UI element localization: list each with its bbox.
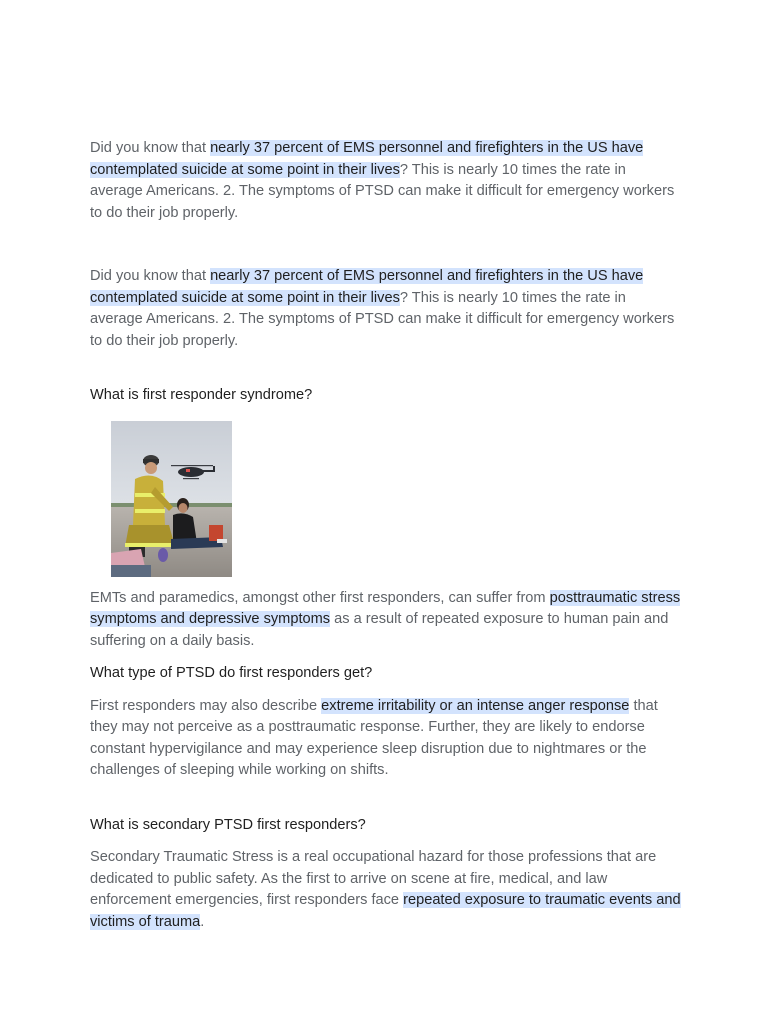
answer-2-text-after: that they may not perceive as a posttraumatic response. Further, they are likely to endorse constant hypervigilance and may experience sleep disruption due to nightmares or the challenges of sleeping while working on shifts. <box>90 697 658 778</box>
answer-paragraph-2 <box>90 696 682 782</box>
answer-3-highlight: repeated exposure to traumatic events and victims of trauma <box>90 892 681 930</box>
answer-1-highlight: posttraumatic stress symptoms and depressive symptoms <box>90 589 681 627</box>
answer-1-text-before: EMTs and paramedics, amongst other first responders, can suffer from <box>90 589 550 606</box>
answer-1-text-after: as a result of repeated exposure to human pain and suffering on a daily basis. <box>90 611 669 649</box>
intro-2-highlight: nearly 37 percent of EMS personnel and firefighters in the US have contemplated suicide at some point in their lives <box>90 268 644 306</box>
intro-paragraph-1 <box>90 138 682 224</box>
answer-3-text-after: . <box>200 913 205 930</box>
intro-1-text-before: Did you know that <box>90 140 211 156</box>
answer-2-highlight: extreme irritability or an intense anger response <box>321 697 630 714</box>
question-heading-1: What is first responder syndrome? <box>90 387 313 403</box>
answer-3-text-before: Secondary Traumatic Stress is a real occupational hazard for those professions that are dedicated to public safety. As the first to arrive on scene at fire, medical, and law enforcement emergencies, first responders face <box>90 849 657 908</box>
answer-paragraph-3 <box>90 847 682 933</box>
answer-paragraph-1 <box>90 588 682 653</box>
question-heading-2: What type of PTSD do first responders get? <box>90 665 373 681</box>
document-page <box>90 138 682 933</box>
intro-1-text-after: ? This is nearly 10 times the rate in average Americans. 2. The symptoms of PTSD can make it difficult for emergency workers to do their job properly. <box>90 161 675 221</box>
intro-1-highlight: nearly 37 percent of EMS personnel and firefighters in the US have contemplated suicide at some point in their lives <box>90 140 644 178</box>
intro-paragraph-2 <box>90 266 682 352</box>
first-responder-photo <box>111 421 232 577</box>
intro-2-text-before: Did you know that <box>90 268 211 284</box>
intro-2-text-after: ? This is nearly 10 times the rate in average Americans. 2. The symptoms of PTSD can make it difficult for emergency workers to do their job properly. <box>90 289 675 349</box>
question-heading-3: What is secondary PTSD first responders? <box>90 816 366 833</box>
answer-2-text-before: First responders may also describe <box>90 697 322 714</box>
